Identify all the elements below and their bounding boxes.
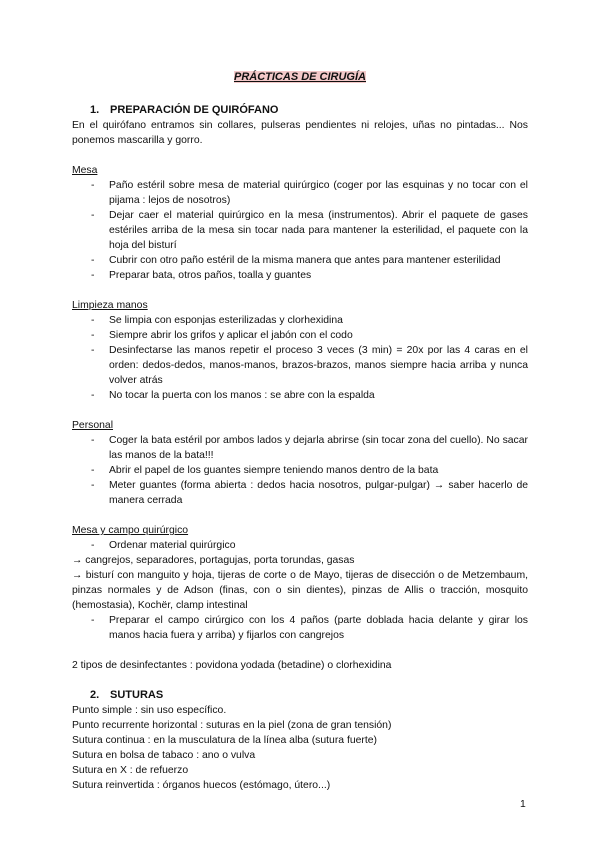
list-campo-last	[72, 613, 528, 643]
list-item: - Desinfectarse las manos repetir el proceso 3 veces (3 min) = 20x por las 4 caras en el orden: dedos-dedos, manos-manos, brazos-brazos, manos siempre hacia arriba y nunca volver atrás	[72, 343, 528, 388]
list-personal	[72, 433, 528, 508]
list-item: - No tocar la puerta con los manos : se abre con la espalda	[72, 388, 528, 403]
list-item: - Preparar el campo cirúrgico con los 4 paños (parte doblada hacia delante y girar los manos hacia fuera y arriba) y fijarlos con cangrejos	[72, 613, 528, 643]
subheading-limpieza: Limpieza manos	[72, 300, 148, 311]
desinfectantes-line: 2 tipos de desinfectantes : povidona yodada (betadine) o clorhexidina	[72, 660, 392, 671]
list-item: - Siempre abrir los grifos y aplicar el jabón con el codo	[72, 328, 528, 343]
suturas-line: Punto recurrente horizontal : suturas en la piel (zona de gran tensión)	[72, 720, 392, 731]
list-campo-first	[72, 538, 528, 553]
list-item: - Meter guantes (forma abierta : dedos hacia nosotros, pulgar-pulgar) → saber hacerlo de manera cerrada	[72, 478, 528, 508]
section1-heading	[72, 103, 528, 118]
section1-heading-text: PREPARACIÓN DE QUIRÓFANO	[110, 104, 279, 116]
suturas-line: Sutura en bolsa de tabaco : ano o vulva	[72, 750, 256, 761]
suturas-line: Sutura en X : de refuerzo	[72, 765, 189, 776]
campo-arrow-line-b: → bisturí con manguito y hoja, tijeras de corte o de Mayo, tijeras de disección o de Metzembaum, pinzas normales y de Adson (finas, con o sin dientes), pinzas de Allis o tracción, mosquito (hemostasia), Kochër, clamp intestinal	[72, 570, 528, 611]
subheading-campo: Mesa y campo quirúrgico	[72, 525, 189, 536]
list-item: - Abrir el papel de los guantes siempre teniendo manos dentro de la bata	[72, 463, 528, 478]
list-item: - Paño estéril sobre mesa de material quirúrgico (coger por las esquinas y no tocar con el pijama : lejos de nosotros)	[72, 178, 528, 208]
section1-number: 1.	[90, 104, 100, 116]
subheading-personal: Personal	[72, 420, 114, 431]
section1-intro: En el quirófano entramos sin collares, pulseras pendientes ni relojes, uñas no pintadas... Nos ponemos mascarilla y gorro.	[72, 120, 528, 146]
page-number: 1	[520, 799, 526, 810]
list-item: - Ordenar material quirúrgico	[72, 538, 528, 553]
list-limpieza	[72, 313, 528, 403]
list-item: - Se limpia con esponjas esterilizadas y clorhexidina	[72, 313, 528, 328]
document-title-text: PRÁCTICAS DE CIRUGÍA	[233, 71, 366, 83]
section2-number: 2.	[90, 689, 100, 701]
list-item: - Coger la bata estéril por ambos lados y dejarla abrirse (sin tocar zona del cuello). No sacar las manos de la bata!!!	[72, 433, 528, 463]
list-item: - Dejar caer el material quirúrgico en la mesa (instrumentos). Abrir el paquete de gases estériles arriba de la mesa sin tocar nada para mantener la esterilidad, el paquete con la hoja del bisturí	[72, 208, 528, 253]
list-mesa	[72, 178, 528, 283]
section2-heading-text: SUTURAS	[110, 689, 164, 701]
suturas-line: Sutura continua : en la musculatura de la línea alba (sutura fuerte)	[72, 735, 377, 746]
subheading-mesa: Mesa	[72, 165, 98, 176]
campo-arrow-line-a: → cangrejos, separadores, portagujas, porta torundas, gasas	[72, 555, 355, 566]
suturas-line: Sutura reinvertida : órganos huecos (estómago, útero...)	[72, 780, 331, 791]
suturas-line: Punto simple : sin uso específico.	[72, 705, 227, 716]
list-item: - Cubrir con otro paño estéril de la misma manera que antes para mantener esterilidad	[72, 253, 528, 268]
document-title	[72, 70, 528, 85]
section2-heading	[72, 688, 528, 703]
document-page	[72, 70, 528, 793]
list-item: - Preparar bata, otros paños, toalla y guantes	[72, 268, 528, 283]
